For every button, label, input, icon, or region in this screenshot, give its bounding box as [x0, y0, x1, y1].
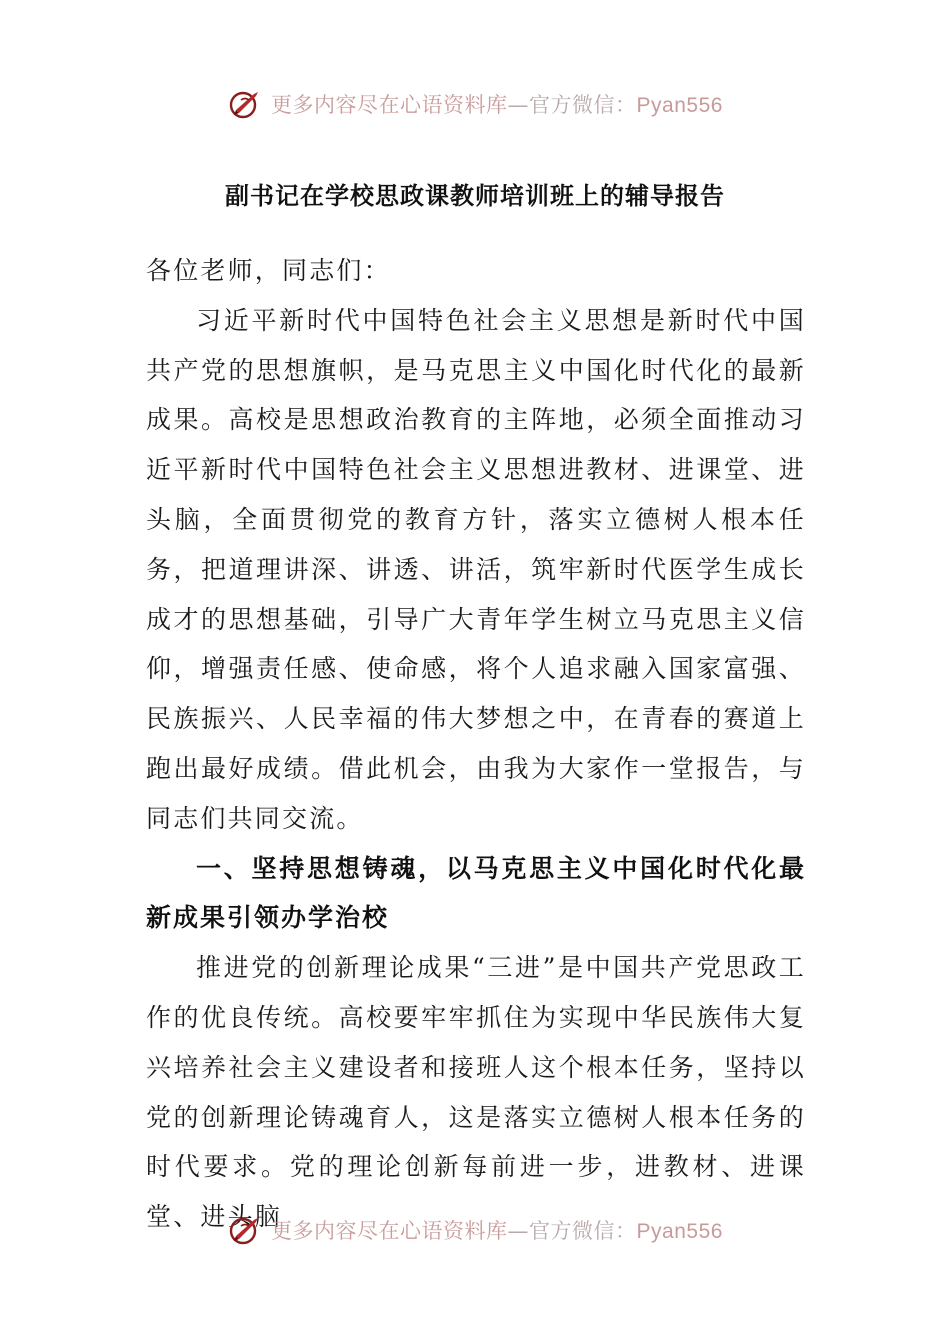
watermark-dash: — [507, 93, 530, 117]
salutation: 各位老师，同志们： [146, 256, 391, 285]
watermark-text [271, 89, 723, 119]
pen-logo-icon [227, 86, 263, 122]
footer-watermark [0, 1208, 950, 1252]
watermark-wechat-id: Pyan556 [636, 1220, 723, 1243]
watermark-dash: — [507, 1219, 530, 1243]
paragraph-2: 推进党的创新理论成果“三进”是中国共产党思政工作的优良传统。高校要牢牢抓住为实现中华民族伟大复兴培养社会主义建设者和接班人这个根本任务，坚持以党的创新理论铸魂育人，这是落实立德树人根本任务的时代要求。党的理论创新每前进一步，进教材、进课堂、进头脑 [146, 953, 806, 1232]
watermark-wechat-id: Pyan556 [636, 94, 723, 117]
watermark-brand: 更多内容尽在心语资料库 [271, 93, 508, 117]
watermark-brand: 更多内容尽在心语资料库 [271, 1219, 508, 1243]
watermark-wechat-label: 官方微信： [529, 93, 637, 117]
header-watermark [0, 82, 950, 126]
document-title: 副书记在学校思政课教师培训班上的辅导报告 [225, 182, 725, 210]
pen-logo-icon [227, 1212, 263, 1248]
section-heading-1: 一、坚持思想铸魂，以马克思主义中国化时代化最新成果引领办学治校 [146, 853, 806, 933]
paragraph-1: 习近平新时代中国特色社会主义思想是新时代中国共产党的思想旗帜，是马克思主义中国化时代化的最新成果。高校是思想政治教育的主阵地，必须全面推动习近平新时代中国特色社会主义思想进教材、进课堂、进头脑，全面贯彻党的教育方针，落实立德树人根本任务，把道理讲深、讲透、讲活，筑牢新时代医学生成长成才的思想基础，引导广大青年学生树立马克思主义信仰，增强责任感、使命感，将个人追求融入国家富强、民族振兴、人民幸福的伟大梦想之中，在青春的赛道上跑出最好成绩。借此机会，由我为大家作一堂报告，与同志们共同交流。 [146, 305, 806, 833]
watermark-text [271, 1215, 723, 1245]
document-body [146, 246, 806, 1242]
watermark-wechat-label: 官方微信： [529, 1219, 637, 1243]
